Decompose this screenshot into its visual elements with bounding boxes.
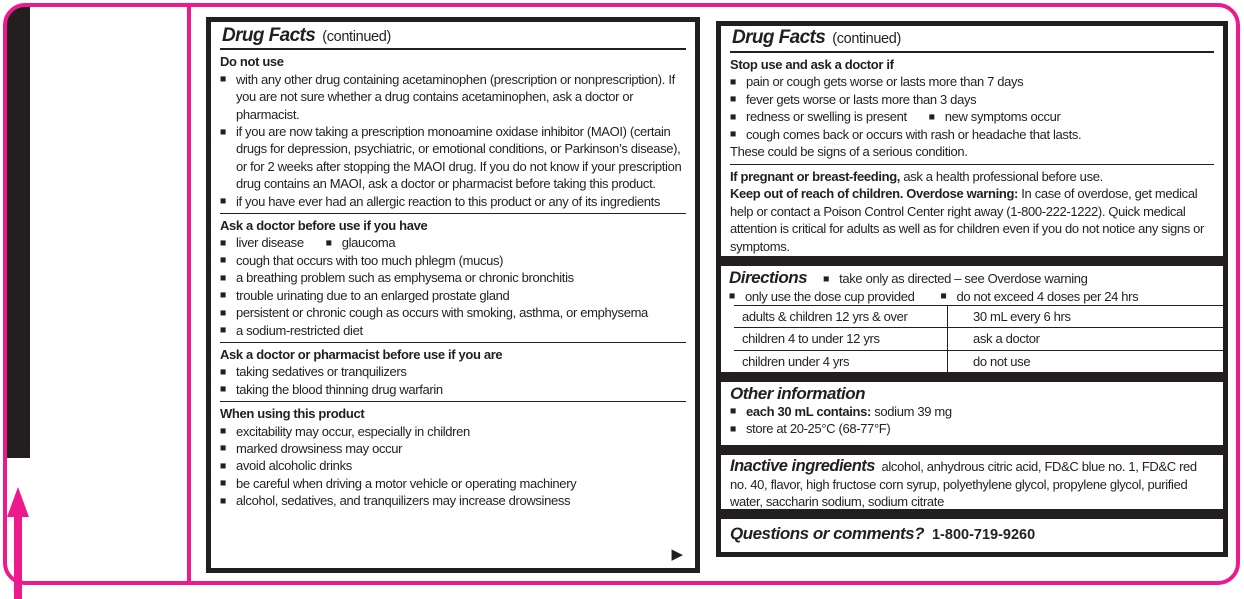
bullet-item: ■ if you are now taking a prescription monoamine oxidase inhibitor (MAOI) (certain drugs for depression, psychiatric, or emotional conditions, or Parkinson’s disease), or for 2 weeks after stopping the MAOI drug. If you do not know if your prescription drug contains an MAOI, ask a doctor or pharmacist before taking this product. xyxy=(220,123,686,193)
do-not-use-heading: Do not use xyxy=(220,54,284,70)
section-divider xyxy=(220,342,686,343)
bullet-row xyxy=(220,234,686,251)
bullet-item: ■ pain or cough gets worse or lasts more than 7 days xyxy=(730,73,1214,91)
panel-title: Drug Facts xyxy=(732,27,826,48)
bullet-item: ■ taking the blood thinning drug warfarin xyxy=(220,381,686,398)
dose-cell: do not use xyxy=(973,353,1031,369)
panel-header xyxy=(730,28,1214,49)
inactive-ingredients-list: alcohol, anhydrous citric acid, FD&C blue no. 1, FD&C red no. 40, flavor, high fructose corn syrup, polyethylene glycol, propylene glycol, purified water, saccharin sodium, sodium citrate xyxy=(730,459,1197,509)
drug-facts-right-panel xyxy=(716,21,1228,261)
questions-title: Questions or comments? xyxy=(730,524,924,543)
directions-panel xyxy=(716,261,1228,377)
phone-number: 1-800-719-9260 xyxy=(931,527,1036,543)
panel-header xyxy=(220,26,686,46)
bullet-item: ■ only use the dose cup provided xyxy=(729,288,914,306)
bullet-item: ■ with any other drug containing acetaminophen (prescription or nonprescription). If you are not sure whether a drug contains acetaminophen, ask a doctor or pharmacist. xyxy=(220,71,686,123)
dosage-table xyxy=(734,305,1223,373)
up-arrow-shaft xyxy=(14,515,22,599)
pregnancy-warning xyxy=(730,168,1214,186)
section-divider xyxy=(220,213,686,214)
bullet-item: ■ liver disease xyxy=(220,234,304,251)
other-information-panel xyxy=(716,377,1228,450)
panel-title: Drug Facts xyxy=(222,25,316,46)
ask-doctor-heading: Ask a doctor before use if you have xyxy=(220,218,428,234)
fold-line xyxy=(187,5,191,583)
bullet-row xyxy=(730,108,1214,126)
pregnancy-warning-text: ask a health professional before use. xyxy=(900,168,1103,184)
inactive-ingredients-panel xyxy=(716,450,1228,514)
bullet-item: ■ new symptoms occur xyxy=(929,108,1061,126)
questions-panel xyxy=(716,514,1228,557)
ask-pharmacist-heading: Ask a doctor or pharmacist before use if you are xyxy=(220,346,503,362)
section-divider xyxy=(220,401,686,402)
overdose-warning xyxy=(730,185,1214,255)
table-row xyxy=(734,351,1223,373)
panel-title-continued: (continued) xyxy=(832,31,901,47)
bullet-item: ■ trouble urinating due to an enlarged prostate gland xyxy=(220,287,686,304)
bullet-item: ■ redness or swelling is present xyxy=(730,108,907,126)
bullet-item xyxy=(730,403,1214,421)
section-divider xyxy=(730,164,1214,165)
directions-header xyxy=(721,268,1223,305)
overdose-warning-text: In case of overdose, get medical help or contact a Poison Control Center right away (1-800-222-1222). Quick medical attention is critical for adults as well as for children even if you do not notice any signs or symptoms. xyxy=(730,186,1205,254)
contains-text: sodium 39 mg xyxy=(870,403,952,419)
age-group-cell: adults & children 12 yrs & over xyxy=(734,306,948,327)
when-using-heading: When using this product xyxy=(220,406,365,422)
inactive-ingredients-title: Inactive ingredients xyxy=(730,457,875,475)
drug-facts-left-panel xyxy=(206,17,700,573)
bullet-item: ■ if you have ever had an allergic reaction to this product or any of its ingredients xyxy=(220,193,686,210)
table-row xyxy=(734,306,1223,328)
bullet-item: ■ store at 20-25°C (68-77°F) xyxy=(730,420,1214,438)
header-rule xyxy=(730,51,1214,53)
bullet-item: ■ marked drowsiness may occur xyxy=(220,440,686,457)
panel-title-continued: (continued) xyxy=(322,29,391,45)
table-row xyxy=(734,328,1223,350)
age-group-cell: children 4 to under 12 yrs xyxy=(734,328,948,349)
bullet-item: ■ cough comes back or occurs with rash or headache that lasts. xyxy=(730,126,1214,144)
bullet-item: ■ take only as directed – see Overdose warning xyxy=(823,270,1087,288)
bullet-item: ■ a sodium-restricted diet xyxy=(220,322,686,339)
directions-title: Directions xyxy=(729,268,808,287)
dose-cell: 30 mL every 6 hrs xyxy=(973,309,1071,324)
bullet-item: ■ be careful when driving a motor vehicle or operating machinery xyxy=(220,475,686,492)
bullet-item: ■ persistent or chronic cough as occurs with smoking, asthma, or emphysema xyxy=(220,304,686,321)
stop-use-heading: Stop use and ask a doctor if xyxy=(730,56,894,72)
bullet-item: ■ alcohol, sedatives, and tranquilizers may increase drowsiness xyxy=(220,492,686,509)
bullet-item: ■ avoid alcoholic drinks xyxy=(220,457,686,474)
dose-cell: ask a doctor xyxy=(973,331,1040,347)
right-column xyxy=(716,21,1228,557)
bullet-item: ■ glaucoma xyxy=(326,234,396,251)
overdose-warning-lead: Keep out of reach of children. Overdose warning: xyxy=(730,186,1019,201)
other-information-title: Other information xyxy=(730,384,866,403)
pregnancy-warning-lead: If pregnant or breast-feeding, xyxy=(730,168,901,184)
serious-condition-note: These could be signs of a serious condition. xyxy=(730,144,968,159)
continuation-arrow-icon: ▶ xyxy=(671,546,683,563)
inactive-ingredients xyxy=(730,458,1214,511)
bullet-item: ■ taking sedatives or tranquilizers xyxy=(220,363,686,380)
contains-lead: each 30 mL contains: xyxy=(746,403,871,419)
up-arrow-icon xyxy=(7,487,29,517)
age-group-cell: children under 4 yrs xyxy=(734,351,948,373)
bullet-item: ■ cough that occurs with too much phlegm (mucus) xyxy=(220,252,686,269)
bullet-item: ■ a breathing problem such as emphysema or chronic bronchitis xyxy=(220,269,686,286)
bullet-item: ■ do not exceed 4 doses per 24 hrs xyxy=(940,288,1138,306)
spine-bar xyxy=(7,5,30,458)
bullet-item: ■ fever gets worse or lasts more than 3 days xyxy=(730,91,1214,109)
bullet-item: ■ excitability may occur, especially in children xyxy=(220,423,686,440)
header-rule xyxy=(220,48,686,50)
